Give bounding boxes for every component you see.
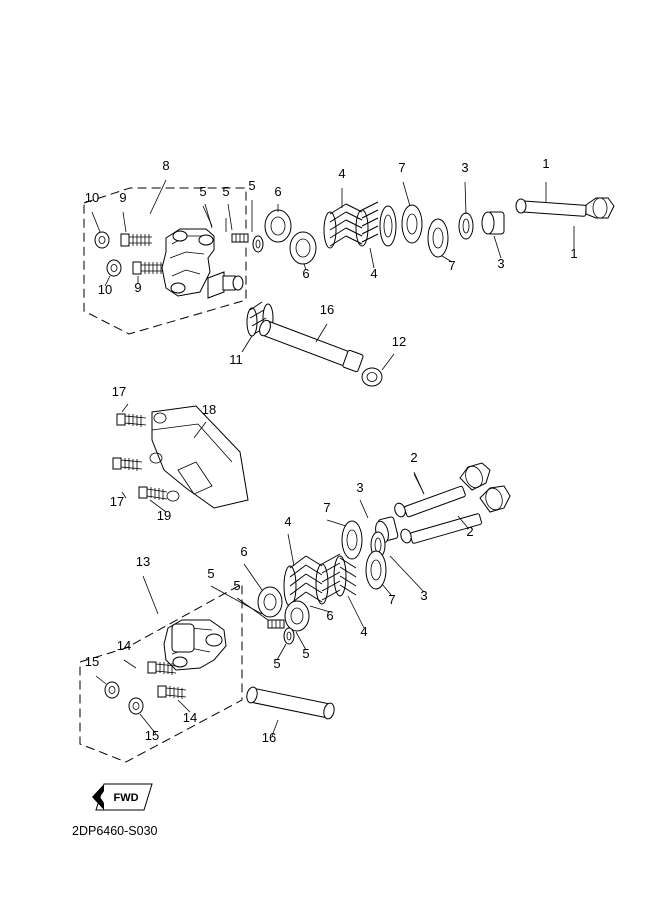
callout-5e: 5 xyxy=(233,578,241,593)
callout-6a: 6 xyxy=(274,184,282,199)
spring-seats-upper xyxy=(402,205,448,257)
cam-shaft-mid xyxy=(242,302,394,386)
callout-17a: 17 xyxy=(111,384,127,399)
callout-3c: 3 xyxy=(356,480,364,495)
callout-17b: 17 xyxy=(109,494,125,509)
callout-4d: 4 xyxy=(360,624,368,639)
callout-10b: 10 xyxy=(97,282,113,297)
callout-4a: 4 xyxy=(338,166,346,181)
callout-16b: 16 xyxy=(261,730,277,745)
callout-14a: 14 xyxy=(116,638,132,653)
callout-6c: 6 xyxy=(240,544,248,559)
rocker-arm-lower xyxy=(96,576,226,734)
callout-15a: 15 xyxy=(84,654,100,669)
callout-3b: 3 xyxy=(497,256,505,271)
callout-7c: 7 xyxy=(323,500,331,515)
callout-9a: 9 xyxy=(119,190,127,205)
valve-upper xyxy=(516,182,614,250)
fwd-marker xyxy=(92,784,152,810)
callout-2a: 2 xyxy=(410,450,418,465)
callout-9b: 9 xyxy=(134,280,142,295)
valves-lower xyxy=(393,463,510,544)
bottom-dashed-region xyxy=(80,584,242,762)
callout-7b: 7 xyxy=(448,258,456,273)
callout-18: 18 xyxy=(201,402,217,417)
callout-3d: 3 xyxy=(420,588,428,603)
callout-5a: 5 xyxy=(199,184,207,199)
callout-15b: 15 xyxy=(144,728,160,743)
valve-springs-lower xyxy=(284,554,356,606)
callout-11: 11 xyxy=(229,352,243,367)
callout-6d: 6 xyxy=(326,608,334,623)
callout-4c: 4 xyxy=(284,514,292,529)
callout-4b: 4 xyxy=(370,266,378,281)
fwd-label: FWD xyxy=(113,792,139,804)
callout-13: 13 xyxy=(135,554,151,569)
callout-1a: 1 xyxy=(542,156,550,171)
callout-7a: 7 xyxy=(398,160,406,175)
callout-12: 12 xyxy=(391,334,407,349)
callout-16a: 16 xyxy=(319,302,335,317)
part-code: 2DP6460-S030 xyxy=(72,824,158,838)
callout-5d: 5 xyxy=(207,566,215,581)
callout-1b: 1 xyxy=(570,246,578,261)
callout-3a: 3 xyxy=(461,160,469,175)
callout-5b: 5 xyxy=(222,184,230,199)
valve-springs-upper xyxy=(324,202,396,248)
oil-seals-upper xyxy=(459,212,504,239)
valve-seals-upper xyxy=(265,210,316,264)
top-left-fasteners xyxy=(95,232,164,276)
callout-5f: 5 xyxy=(302,646,310,661)
callout-7d: 7 xyxy=(388,592,396,607)
callout-8: 8 xyxy=(162,158,170,173)
seals-lower xyxy=(342,516,398,589)
callout-2b: 2 xyxy=(466,524,474,539)
callout-19: 19 xyxy=(156,508,172,523)
callout-5g: 5 xyxy=(273,656,281,671)
callout-10a: 10 xyxy=(84,190,100,205)
rocker-shaft-lower xyxy=(245,686,335,736)
callout-6b: 6 xyxy=(302,266,310,281)
callout-5c: 5 xyxy=(248,178,256,193)
callout-14b: 14 xyxy=(182,710,198,725)
cam-bracket xyxy=(113,404,248,512)
